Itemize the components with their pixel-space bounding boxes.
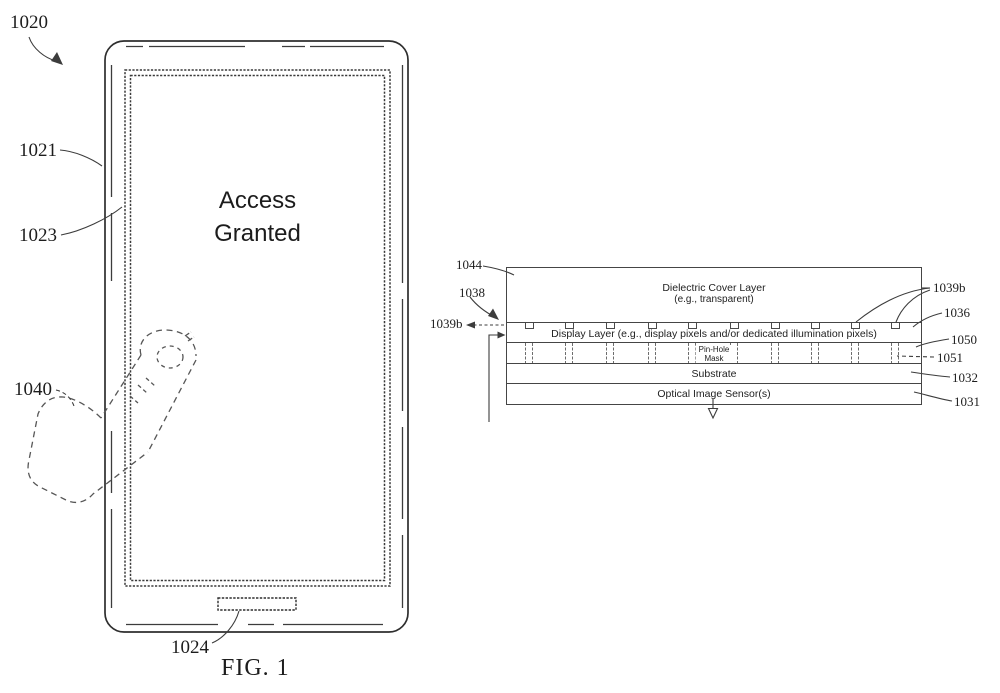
pinhole-column [648,343,656,364]
ref-label-1020: 1020 [10,12,48,33]
layer-optical-sensor-name: Optical Image Sensor(s) [657,388,771,400]
figure-caption: FIG. 1 [221,655,290,681]
ref-label-1040: 1040 [14,379,52,400]
layer-pinhole-mask-name [696,345,733,363]
layer-optical-sensor [507,383,921,405]
pinhole-column [525,343,533,364]
layer-pinhole-mask [507,342,921,364]
ref-label-1031: 1031 [954,394,980,409]
pinhole-column [565,343,573,364]
ref-label-1039b-right: 1039b [933,280,966,295]
ref-label-1039b-left: 1039b [430,316,463,331]
layer-display-name: Display Layer (e.g., display pixels and/or dedicated illumination pixels) [551,328,877,340]
mask-label-line2: Mask [704,353,724,363]
ref-label-1021: 1021 [19,140,57,161]
pinhole-column [811,343,819,364]
screen-message [125,184,390,250]
pinhole-column [606,343,614,364]
layer-dielectric-cover [507,268,921,322]
layer-substrate-name: Substrate [691,368,737,380]
layer-dielectric-name: Dielectric Cover Layer [662,282,766,294]
layer-dielectric-note: (e.g., transparent) [674,294,754,305]
ref-label-1036: 1036 [944,305,970,320]
ref-label-1032: 1032 [952,370,978,385]
ref-label-1024: 1024 [171,637,209,658]
pinhole-column [851,343,859,364]
screen-message-line1: Access [218,187,297,214]
ref-label-1044: 1044 [456,257,482,272]
screen-message-line2: Granted [214,220,301,247]
phone-outline [105,41,408,632]
fig1-leader-lines [29,37,239,643]
pinhole-column [891,343,899,364]
layer-display [507,322,921,343]
cross-section-stack [506,267,922,405]
ref-label-1051: 1051 [937,350,963,365]
layer-substrate [507,363,921,384]
mask-label-line1: Pin-Hole [698,344,730,354]
home-button-shape [218,598,296,610]
ref-label-1023: 1023 [19,225,57,246]
pinhole-column [771,343,779,364]
ref-label-1038: 1038 [459,285,485,300]
ref-label-1050: 1050 [951,332,977,347]
